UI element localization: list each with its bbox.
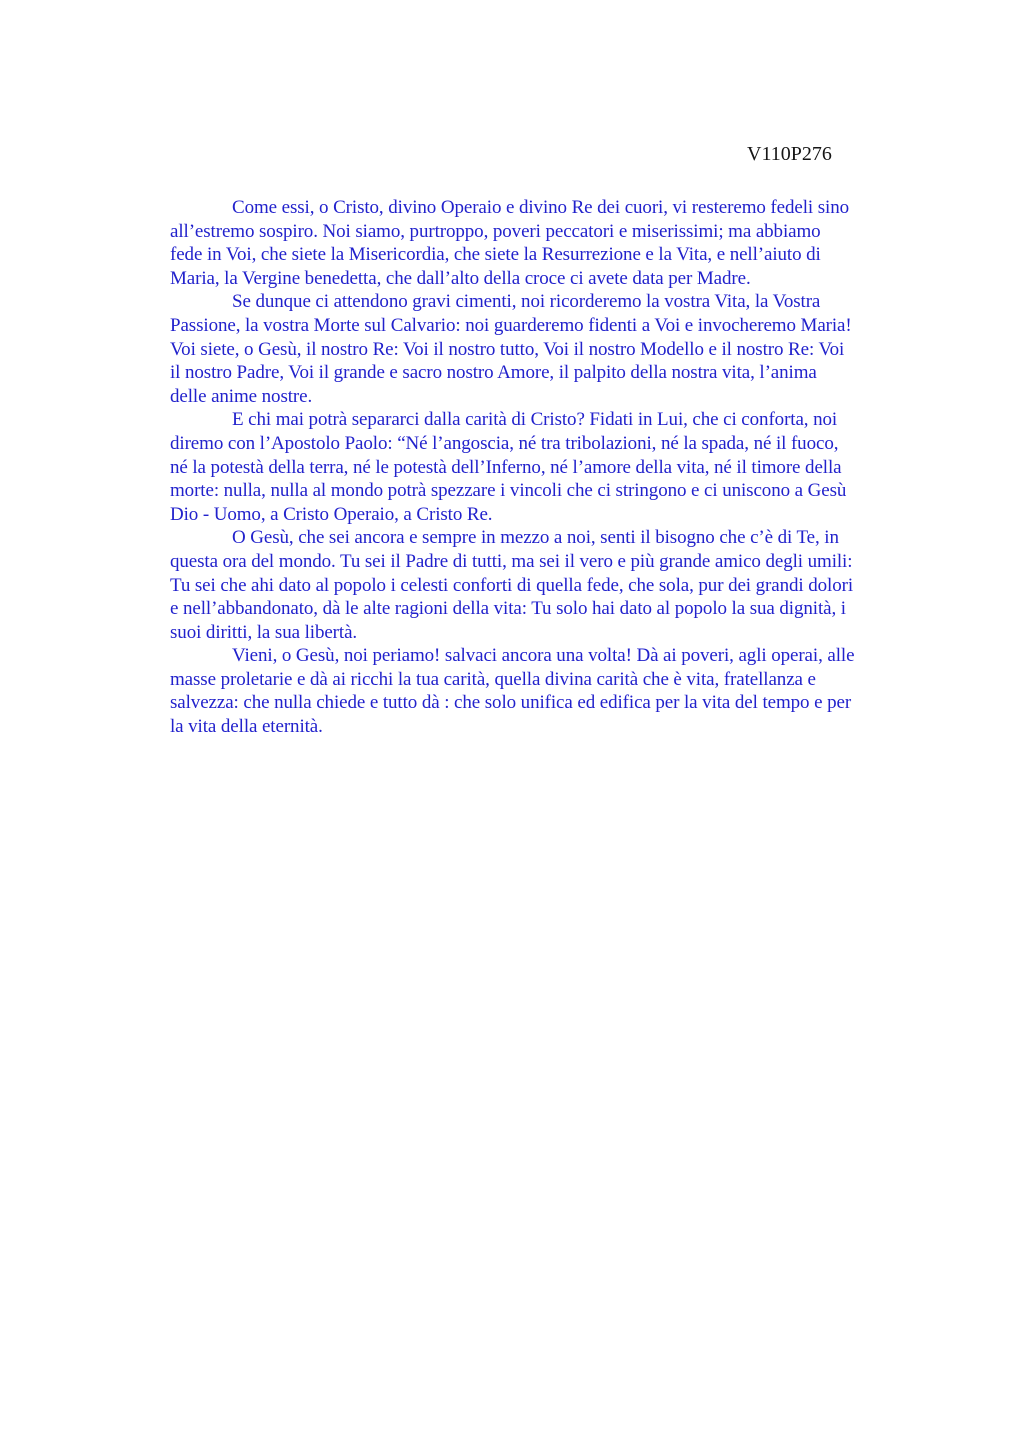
text-line: e nell’abbandonato, dà le alte ragioni della vita: Tu solo hai dato al popolo la sua dignità, i bbox=[170, 598, 846, 620]
text-line: fede in Voi, che siete la Misericordia, che siete la Resurrezione e la Vita, e nell’aiuto di bbox=[170, 244, 821, 266]
text-line: Dio - Uomo, a Cristo Operaio, a Cristo Re. bbox=[170, 503, 493, 525]
text-line: Maria, la Vergine benedetta, che dall’alto della croce ci avete data per Madre. bbox=[170, 267, 751, 289]
document-body bbox=[170, 196, 930, 739]
text-line: Tu sei che ahi dato al popolo i celesti conforti di quella fede, che sola, pur dei grandi dolori bbox=[170, 574, 854, 596]
text-line: la vita della eternità. bbox=[170, 716, 323, 738]
text-line: Passione, la vostra Morte sul Calvario: noi guarderemo fidenti a Voi e invocheremo Maria! bbox=[170, 314, 852, 336]
text-line: E chi mai potrà separarci dalla carità di Cristo? Fidati in Lui, che ci conforta, noi bbox=[232, 409, 838, 431]
text-line: masse proletarie e dà ai ricchi la tua carità, quella divina carità che è vita, fratellanza e bbox=[170, 668, 816, 690]
text-line: suoi diritti, la sua libertà. bbox=[170, 621, 358, 643]
text-line: Come essi, o Cristo, divino Operaio e divino Re dei cuori, vi resteremo fedeli sino bbox=[232, 197, 849, 218]
text-line: morte: nulla, nulla al mondo potrà spezzare i vincoli che ci stringono e ci uniscono a Gesù bbox=[170, 480, 847, 502]
text-line: questa ora del mondo. Tu sei il Padre di tutti, ma sei il vero e più grande amico degli umili: bbox=[170, 550, 853, 572]
text-line: salvezza: che nulla chiede e tutto dà : che solo unifica ed edifica per la vita del tempo e per bbox=[170, 692, 852, 714]
text-line: diremo con l’Apostolo Paolo: “Né l’angoscia, né tra tribolazioni, né la spada, né il fuoco, bbox=[170, 432, 839, 454]
text-line: Voi siete, o Gesù, il nostro Re: Voi il nostro tutto, Voi il nostro Modello e il nostro Re: Voi bbox=[170, 338, 845, 360]
page-code: V110P276 bbox=[747, 143, 832, 165]
text-line: delle anime nostre. bbox=[170, 385, 313, 407]
text-line: Vieni, o Gesù, noi periamo! salvaci ancora una volta! Dà ai poveri, agli operai, alle bbox=[232, 645, 855, 667]
text-line: Se dunque ci attendono gravi cimenti, noi ricorderemo la vostra Vita, la Vostra bbox=[232, 291, 821, 313]
text-line: all’estremo sospiro. Noi siamo, purtroppo, poveri peccatori e miserissimi; ma abbiamo bbox=[170, 220, 821, 242]
text-line: né la potestà della terra, né le potestà dell’Inferno, né l’amore della vita, né il timore della bbox=[170, 456, 842, 478]
text-line: il nostro Padre, Voi il grande e sacro nostro Amore, il palpito della nostra vita, l’anima bbox=[170, 362, 817, 384]
text-line: O Gesù, che sei ancora e sempre in mezzo a noi, senti il bisogno che c’è di Te, in bbox=[232, 527, 839, 549]
